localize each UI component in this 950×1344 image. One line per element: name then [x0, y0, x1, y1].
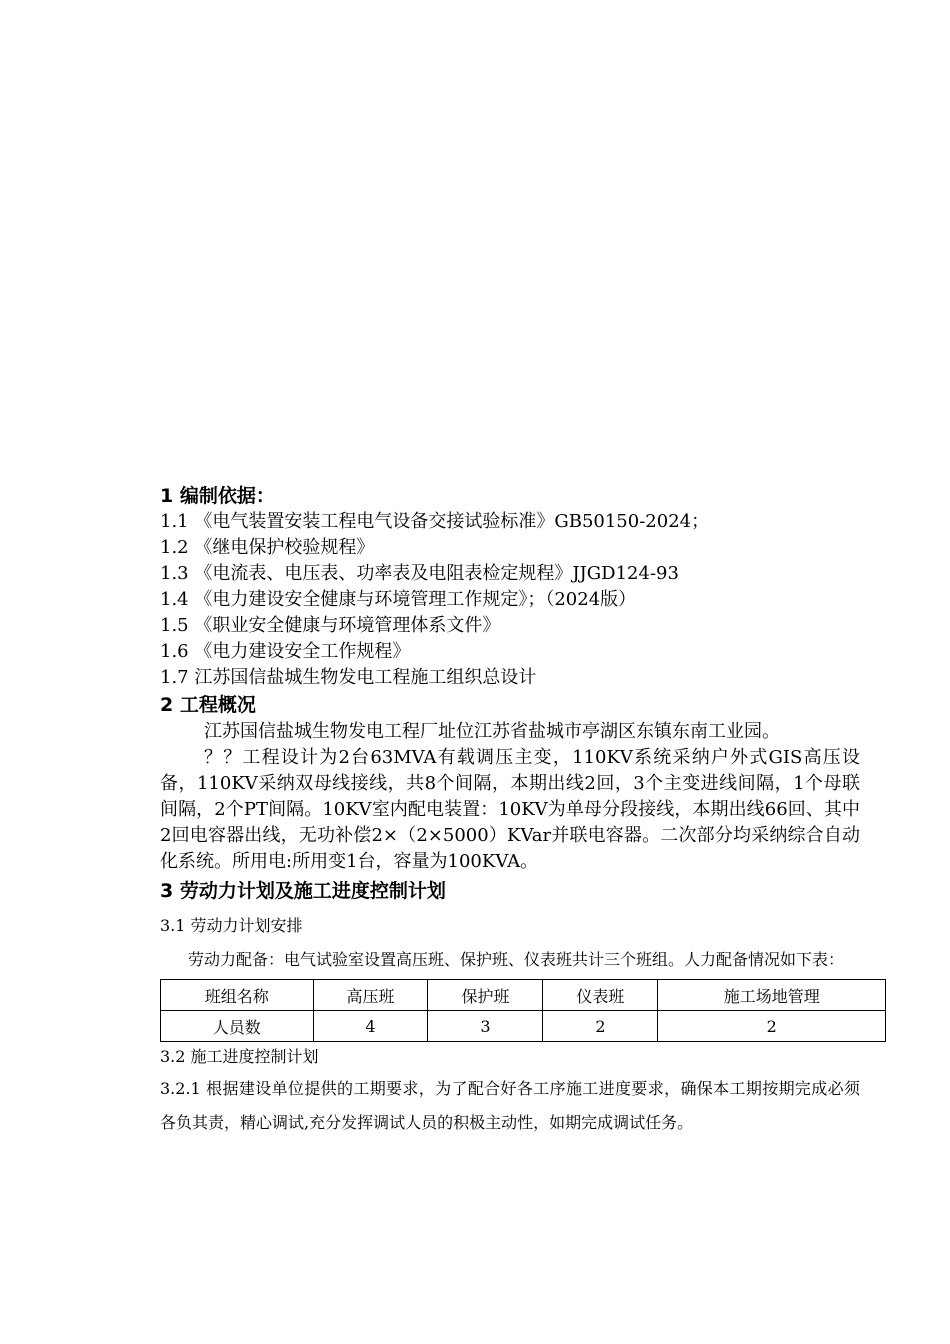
document-body — [160, 483, 860, 1140]
reference-item: 1.2 《继电保护校验规程》 — [160, 537, 375, 558]
schedule-paragraph: 3.2.1 根据建设单位提供的工期要求，为了配合好各工序施工进度要求，确保本工期按期完成必须各负其责，精心调试,充分发挥调试人员的积极主动性，如期完成调试任务。 — [160, 1079, 860, 1132]
section-1-heading: 1 编制依据： — [160, 485, 275, 507]
table-cell: 施工场地管理 — [658, 980, 886, 1011]
table-cell: 4 — [313, 1011, 428, 1042]
subsection-3-2-heading: 3.2 施工进度控制计划 — [160, 1047, 319, 1066]
table-cell: 高压班 — [313, 980, 428, 1011]
table-header-row — [161, 980, 886, 1011]
table-cell: 3 — [428, 1011, 543, 1042]
table-cell: 仪表班 — [543, 980, 658, 1011]
staffing-table — [160, 979, 886, 1042]
reference-item: 1.4 《电力建设安全健康与环境管理工作规定》；（2024版） — [160, 589, 637, 610]
section-3-heading: 3 劳动力计划及施工进度控制计划 — [160, 880, 446, 902]
table-cell: 保护班 — [428, 980, 543, 1011]
table-cell: 班组名称 — [161, 980, 314, 1011]
reference-item: 1.6 《电力建设安全工作规程》 — [160, 641, 411, 662]
subsection-3-1-heading: 3.1 劳动力计划安排 — [160, 916, 303, 935]
reference-item: 1.7 江苏国信盐城生物发电工程施工组织总设计 — [160, 667, 537, 688]
design-paragraph: ？？工程设计为2台63MVA有载调压主变，110KV系统采纳户外式GIS高压设备，110KV采纳双母线接线，共8个间隔，本期出线2回，3个主变进线间隔，1个母联间隔，2个PT间隔。10KV室内配电装置：10KV为单母分段接线，本期出线66回、其中2回电容器出线，无功补偿2×（2×5000）KVar并联电容器。二次部分均采纳综合自动化系统。所用电:所用变1台，容量为100KVA。 — [160, 747, 860, 872]
table-row — [161, 1011, 886, 1042]
overview-paragraph: 江苏国信盐城生物发电工程厂址位江苏省盐城市亭湖区东镇东南工业园。 — [204, 721, 780, 742]
table-cell: 人员数 — [161, 1011, 314, 1042]
section-2-heading: 2 工程概况 — [160, 694, 256, 716]
table-cell: 2 — [543, 1011, 658, 1042]
reference-item: 1.1 《电气装置安装工程电气设备交接试验标准》GB50150-2024； — [160, 511, 710, 532]
labor-paragraph: 劳动力配备：电气试验室设置高压班、保护班、仪表班共计三个班组。人力配备情况如下表： — [188, 950, 845, 969]
table-cell: 2 — [658, 1011, 886, 1042]
reference-item: 1.5 《职业安全健康与环境管理体系文件》 — [160, 615, 501, 636]
reference-item: 1.3 《电流表、电压表、功率表及电阻表检定规程》JJGD124-93 — [160, 563, 679, 584]
